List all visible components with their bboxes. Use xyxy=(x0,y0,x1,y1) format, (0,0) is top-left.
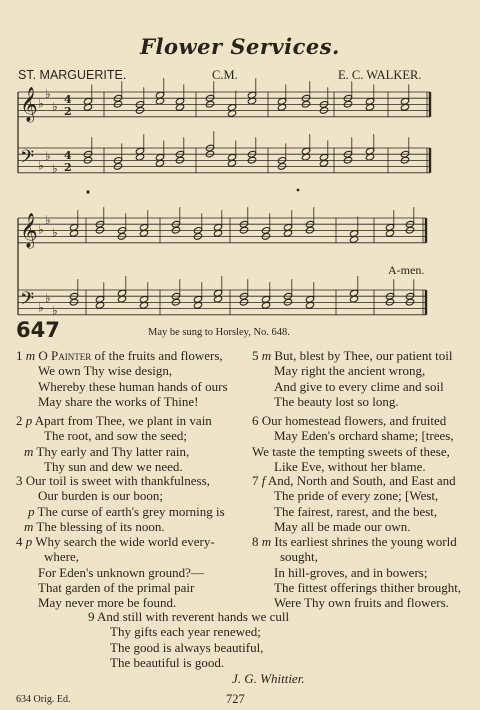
edition-note: 634 Orig. Ed. xyxy=(16,694,71,705)
flat-sign: ♭ xyxy=(45,291,51,305)
hymn-number: 647 xyxy=(16,318,60,342)
stanza-line xyxy=(16,534,241,549)
bass-clef: 𝄢 xyxy=(20,289,35,314)
stanza-number: 3 xyxy=(16,473,23,488)
stanza-5 xyxy=(252,348,470,409)
flat-sign: ♭ xyxy=(38,96,44,111)
time-signature: 2 xyxy=(64,161,72,174)
stanza-line xyxy=(16,459,241,474)
stanza-number: 9 xyxy=(88,609,95,624)
stanza-line xyxy=(252,459,470,474)
stanza-line xyxy=(252,565,470,580)
stanza-2 xyxy=(16,413,241,474)
stanza-line xyxy=(16,473,241,488)
stanza-line xyxy=(252,534,470,549)
flat-sign: ♭ xyxy=(52,303,58,318)
stanza-line xyxy=(16,363,241,378)
dynamic-mark: f xyxy=(261,473,266,488)
stanza-line: 1 m O Painter of the fruits and flowers, xyxy=(16,348,223,363)
stanza-line xyxy=(252,413,470,428)
page-title: Flower Services. xyxy=(140,34,340,59)
ornament-dot xyxy=(86,190,89,193)
stanza-line xyxy=(88,624,418,639)
lyric-text: The curse of earth's grey morning is xyxy=(37,503,225,519)
time-signature: 2 xyxy=(64,105,72,118)
lyric-text: The fairest, rarest, and the best, xyxy=(274,503,438,519)
lyric-text: That garden of the primal pair xyxy=(38,579,195,595)
lyric-text: Our homestead flowers, and fruited xyxy=(261,413,447,428)
lyric-text: The blessing of its noon. xyxy=(36,518,165,534)
stanza-line xyxy=(252,504,470,519)
stanza-1 xyxy=(16,348,241,409)
stanza-line xyxy=(16,394,241,409)
stanza-number: 6 xyxy=(252,413,259,428)
dynamic-mark: p xyxy=(28,503,35,519)
stanza-line xyxy=(252,488,470,503)
hymn-author: J. G. Whittier. xyxy=(232,671,305,686)
flat-sign: ♭ xyxy=(45,213,51,227)
stanza-line xyxy=(16,565,241,580)
stanza-6 xyxy=(252,413,470,474)
stanza-number: 4 xyxy=(16,534,23,549)
lyric-text: Our burden is our boon; xyxy=(38,488,163,504)
dynamic-mark: p xyxy=(25,413,33,428)
treble-clef: 𝄞 xyxy=(20,213,38,248)
lyric-text: Like Eve, without her blame. xyxy=(274,458,426,474)
stanza-line xyxy=(252,379,470,394)
stanza-8 xyxy=(252,534,470,610)
dynamic-mark: m xyxy=(24,518,34,534)
lyric-text: of the fruits and flowers, xyxy=(91,348,223,363)
stanza-line xyxy=(16,580,241,595)
stanza-line xyxy=(16,488,241,503)
stanza-line xyxy=(252,348,470,363)
dynamic-mark: m xyxy=(24,443,34,459)
lyric-text: The beautiful is good. xyxy=(110,654,225,670)
lyric-text: Whereby these human hands of ours xyxy=(38,378,228,394)
treble-clef: 𝄞 xyxy=(20,87,38,122)
lyric-text: Were Thy own fruits and flowers. xyxy=(274,595,449,611)
lyric-text: Our toil is sweet with thankfulness, xyxy=(25,473,210,488)
lyric-text: where, xyxy=(44,549,80,565)
stanza-line xyxy=(16,504,241,519)
stanza-line xyxy=(88,640,418,655)
stanza-number: 2 xyxy=(16,413,23,428)
stanza-3 xyxy=(16,473,241,534)
lyric-text: The fittest offerings thither brought, xyxy=(274,579,462,595)
lyric-text: Thy early and Thy latter rain, xyxy=(36,443,190,459)
flat-sign: ♭ xyxy=(45,87,51,101)
stanza-4 xyxy=(16,534,241,610)
stanza-9 xyxy=(88,609,418,670)
meter: C.M. xyxy=(212,68,238,82)
amen-label: A-men. xyxy=(388,263,425,277)
lyric-text: And still with reverent hands we cull xyxy=(97,609,290,624)
composer: E. C. WALKER. xyxy=(338,68,422,82)
stanza-line xyxy=(252,549,470,564)
lyric-text: May right the ancient wrong, xyxy=(274,363,426,379)
stanza-line xyxy=(252,444,470,459)
flat-sign: ♭ xyxy=(38,300,44,315)
lyric-text: Why search the wide world every- xyxy=(35,534,215,549)
stanza-line xyxy=(252,519,470,534)
flat-sign: ♭ xyxy=(52,99,58,114)
stanza-line xyxy=(16,549,241,564)
ornament-dot xyxy=(297,189,300,192)
lyric-text: Apart from Thee, we plant in vain xyxy=(34,413,212,428)
stanza-number: 8 xyxy=(252,534,259,549)
dynamic-mark: m xyxy=(261,348,272,363)
flat-sign: ♭ xyxy=(38,158,44,173)
lyric-text: May Eden's orchard shame; [trees, xyxy=(274,428,454,444)
lyric-text: Its earliest shrines the young world xyxy=(274,534,457,549)
stanza-number: 5 xyxy=(252,348,259,363)
stanza-number: 7 xyxy=(252,473,259,488)
stanza-line xyxy=(16,379,241,394)
lyric-text: In hill-groves, and in bowers; xyxy=(274,564,428,580)
tune-name: ST. MARGUERITE. xyxy=(18,68,127,82)
lyric-text: And, North and South, and East and xyxy=(267,473,456,488)
time-signature: 4 xyxy=(64,149,72,162)
dynamic-mark: m xyxy=(25,348,36,363)
lyric-text: Thy sun and dew we need. xyxy=(44,458,183,474)
stanza-line xyxy=(16,428,241,443)
lyric-text: The root, and sow the seed; xyxy=(44,428,187,444)
stanza-line xyxy=(252,473,470,488)
stanza-line xyxy=(16,519,241,534)
stanza-line xyxy=(16,413,241,428)
stanza-line xyxy=(252,428,470,443)
stanza-line xyxy=(252,394,470,409)
stanza-7 xyxy=(252,473,470,534)
flat-sign: ♭ xyxy=(38,222,44,237)
lyric-text: Thy gifts each year renewed; xyxy=(110,624,261,640)
bass-clef: 𝄢 xyxy=(20,147,35,172)
stanza-line xyxy=(252,580,470,595)
lyric-text: But, blest by Thee, our patient toil xyxy=(274,348,453,363)
hymn-note: May be sung to Horsley, No. 648. xyxy=(148,327,290,338)
lyric-text: The beauty lost so long. xyxy=(274,393,399,409)
lyric-text: May share the works of Thine! xyxy=(38,393,199,409)
flat-sign: ♭ xyxy=(45,149,51,163)
time-signature: 4 xyxy=(64,93,72,106)
flat-sign: ♭ xyxy=(52,161,58,176)
lyric-text: We taste the tempting sweets of these, xyxy=(252,443,450,459)
stanza-number: 1 xyxy=(16,348,23,363)
dynamic-mark: m xyxy=(261,534,272,549)
lyric-text: May never more be found. xyxy=(38,595,177,611)
dynamic-mark: p xyxy=(25,534,33,549)
lyric-text: And give to every clime and soil xyxy=(274,378,444,394)
lyric-text: May all be made our own. xyxy=(274,518,411,534)
lyric-text: The pride of every zone; [West, xyxy=(274,488,439,504)
stanza-line xyxy=(16,444,241,459)
stanza-line xyxy=(252,363,470,378)
stanza-line xyxy=(88,609,418,624)
lyric-text: We own Thy wise design, xyxy=(38,363,173,379)
stanza-line xyxy=(88,655,418,670)
lyric-text: For Eden's unknown ground?— xyxy=(38,564,204,580)
lyric-text: sought, xyxy=(280,549,318,565)
page-number: 727 xyxy=(226,692,245,706)
lyric-text: The good is always beautiful, xyxy=(110,639,264,655)
flat-sign: ♭ xyxy=(52,225,58,240)
